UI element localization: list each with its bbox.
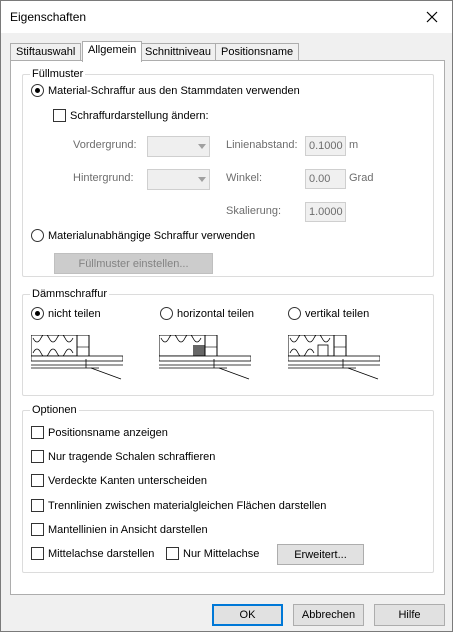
close-button[interactable] xyxy=(412,1,452,33)
checkbox-indicator xyxy=(166,547,179,560)
radio-indicator xyxy=(31,84,44,97)
tab-label: Positionsname xyxy=(221,46,294,58)
checkbox-indicator xyxy=(31,450,44,463)
group-legend: Füllmuster xyxy=(32,68,84,80)
checkbox-label: Nur Mittelachse xyxy=(183,547,260,560)
winkel-input[interactable]: 0.00 xyxy=(305,169,346,189)
checkbox-mittelachse[interactable] xyxy=(31,547,154,560)
radio-label: horizontal teilen xyxy=(177,307,255,320)
tab-positionsname[interactable] xyxy=(215,43,299,61)
checkbox-schraffur-aendern[interactable] xyxy=(53,109,209,122)
radio-label: Material-Schraffur aus den Stammdaten verwenden xyxy=(48,84,300,97)
ok-button[interactable] xyxy=(212,604,283,626)
radio-indicator xyxy=(31,307,44,320)
checkbox-positionsname[interactable] xyxy=(31,426,168,439)
radio-materialunabhaengig[interactable] xyxy=(31,229,255,242)
chevron-down-icon xyxy=(194,170,209,189)
close-icon xyxy=(426,11,438,23)
checkbox-indicator xyxy=(31,523,44,536)
tab-label: Schnittniveau xyxy=(145,46,212,58)
checkbox-verdeckte-kanten[interactable] xyxy=(31,474,207,487)
hintergrund-label: Hintergrund: xyxy=(73,172,134,184)
checkbox-label: Nur tragende Schalen schraffieren xyxy=(48,450,216,463)
radio-indicator xyxy=(288,307,301,320)
checkbox-indicator xyxy=(31,474,44,487)
skalierung-label: Skalierung: xyxy=(226,205,282,217)
radio-label: vertikal teilen xyxy=(305,307,370,320)
checkbox-label: Mittelachse darstellen xyxy=(48,547,155,560)
radio-indicator xyxy=(31,229,44,242)
preview-vertikal-teilen-image xyxy=(288,335,380,381)
checkbox-indicator xyxy=(31,426,44,439)
preview-horizontal-teilen-image xyxy=(159,335,251,381)
button-label: Hilfe xyxy=(398,609,421,621)
radio-label: Materialunabhängige Schraffur verwenden xyxy=(48,229,256,242)
checkbox-nur-mittelachse[interactable] xyxy=(166,547,259,560)
title-bar xyxy=(1,1,452,33)
fuellmuster-einstellen-button[interactable] xyxy=(54,253,213,274)
hilfe-button[interactable] xyxy=(374,604,445,626)
checkbox-label: Schraffurdarstellung ändern: xyxy=(70,109,209,122)
checkbox-indicator xyxy=(53,109,66,122)
radio-vertikal-teilen[interactable] xyxy=(288,307,369,320)
vordergrund-combo[interactable] xyxy=(147,136,210,157)
abbrechen-button[interactable] xyxy=(293,604,364,626)
tab-schnittniveau[interactable] xyxy=(139,43,217,61)
linienabstand-label: Linienabstand: xyxy=(226,139,298,151)
winkel-unit: Grad xyxy=(349,172,374,184)
checkbox-label: Verdeckte Kanten unterscheiden xyxy=(48,474,208,487)
linienabstand-input[interactable]: 0.1000 xyxy=(305,136,346,156)
group-legend: Dämmschraffur xyxy=(32,288,107,300)
vordergrund-label: Vordergrund: xyxy=(73,139,137,151)
tab-label: Allgemein xyxy=(88,44,137,56)
skalierung-input[interactable]: 1.0000 xyxy=(305,202,346,222)
group-optionen xyxy=(22,404,434,573)
checkbox-label: Positionsname anzeigen xyxy=(48,426,168,439)
dialog-title: Eigenschaften xyxy=(10,10,87,24)
radio-horizontal-teilen[interactable] xyxy=(160,307,254,320)
button-label: Abbrechen xyxy=(301,609,356,621)
button-label: OK xyxy=(239,609,256,621)
checkbox-label: Mantellinien in Ansicht darstellen xyxy=(48,523,208,536)
tab-strip xyxy=(10,41,446,61)
winkel-label: Winkel: xyxy=(226,172,263,184)
group-legend: Optionen xyxy=(32,404,77,416)
tab-allgemein[interactable] xyxy=(82,41,142,62)
tab-stiftauswahl[interactable] xyxy=(10,43,81,61)
group-daemmschraffur xyxy=(22,288,434,396)
chevron-down-icon xyxy=(194,137,209,156)
checkbox-mantellinien[interactable] xyxy=(31,523,208,536)
hintergrund-combo[interactable] xyxy=(147,169,210,190)
tab-label: Stiftauswahl xyxy=(16,46,76,58)
radio-material-schraffur[interactable] xyxy=(31,84,300,97)
button-label: Erweitert... xyxy=(294,548,347,561)
checkbox-tragende-schalen[interactable] xyxy=(31,450,215,463)
button-label: Füllmuster einstellen... xyxy=(78,257,189,270)
group-fuellmuster xyxy=(22,68,434,277)
linienabstand-unit: m xyxy=(349,139,359,151)
erweitert-button[interactable] xyxy=(277,544,364,565)
radio-nicht-teilen[interactable] xyxy=(31,307,101,320)
tab-panel-allgemein xyxy=(10,60,445,595)
radio-label: nicht teilen xyxy=(48,307,101,320)
checkbox-trennlinien[interactable] xyxy=(31,499,326,512)
checkbox-indicator xyxy=(31,499,44,512)
checkbox-label: Trennlinien zwischen materialgleichen Flächen darstellen xyxy=(48,499,327,512)
radio-indicator xyxy=(160,307,173,320)
preview-nicht-teilen-image xyxy=(31,335,123,381)
checkbox-indicator xyxy=(31,547,44,560)
